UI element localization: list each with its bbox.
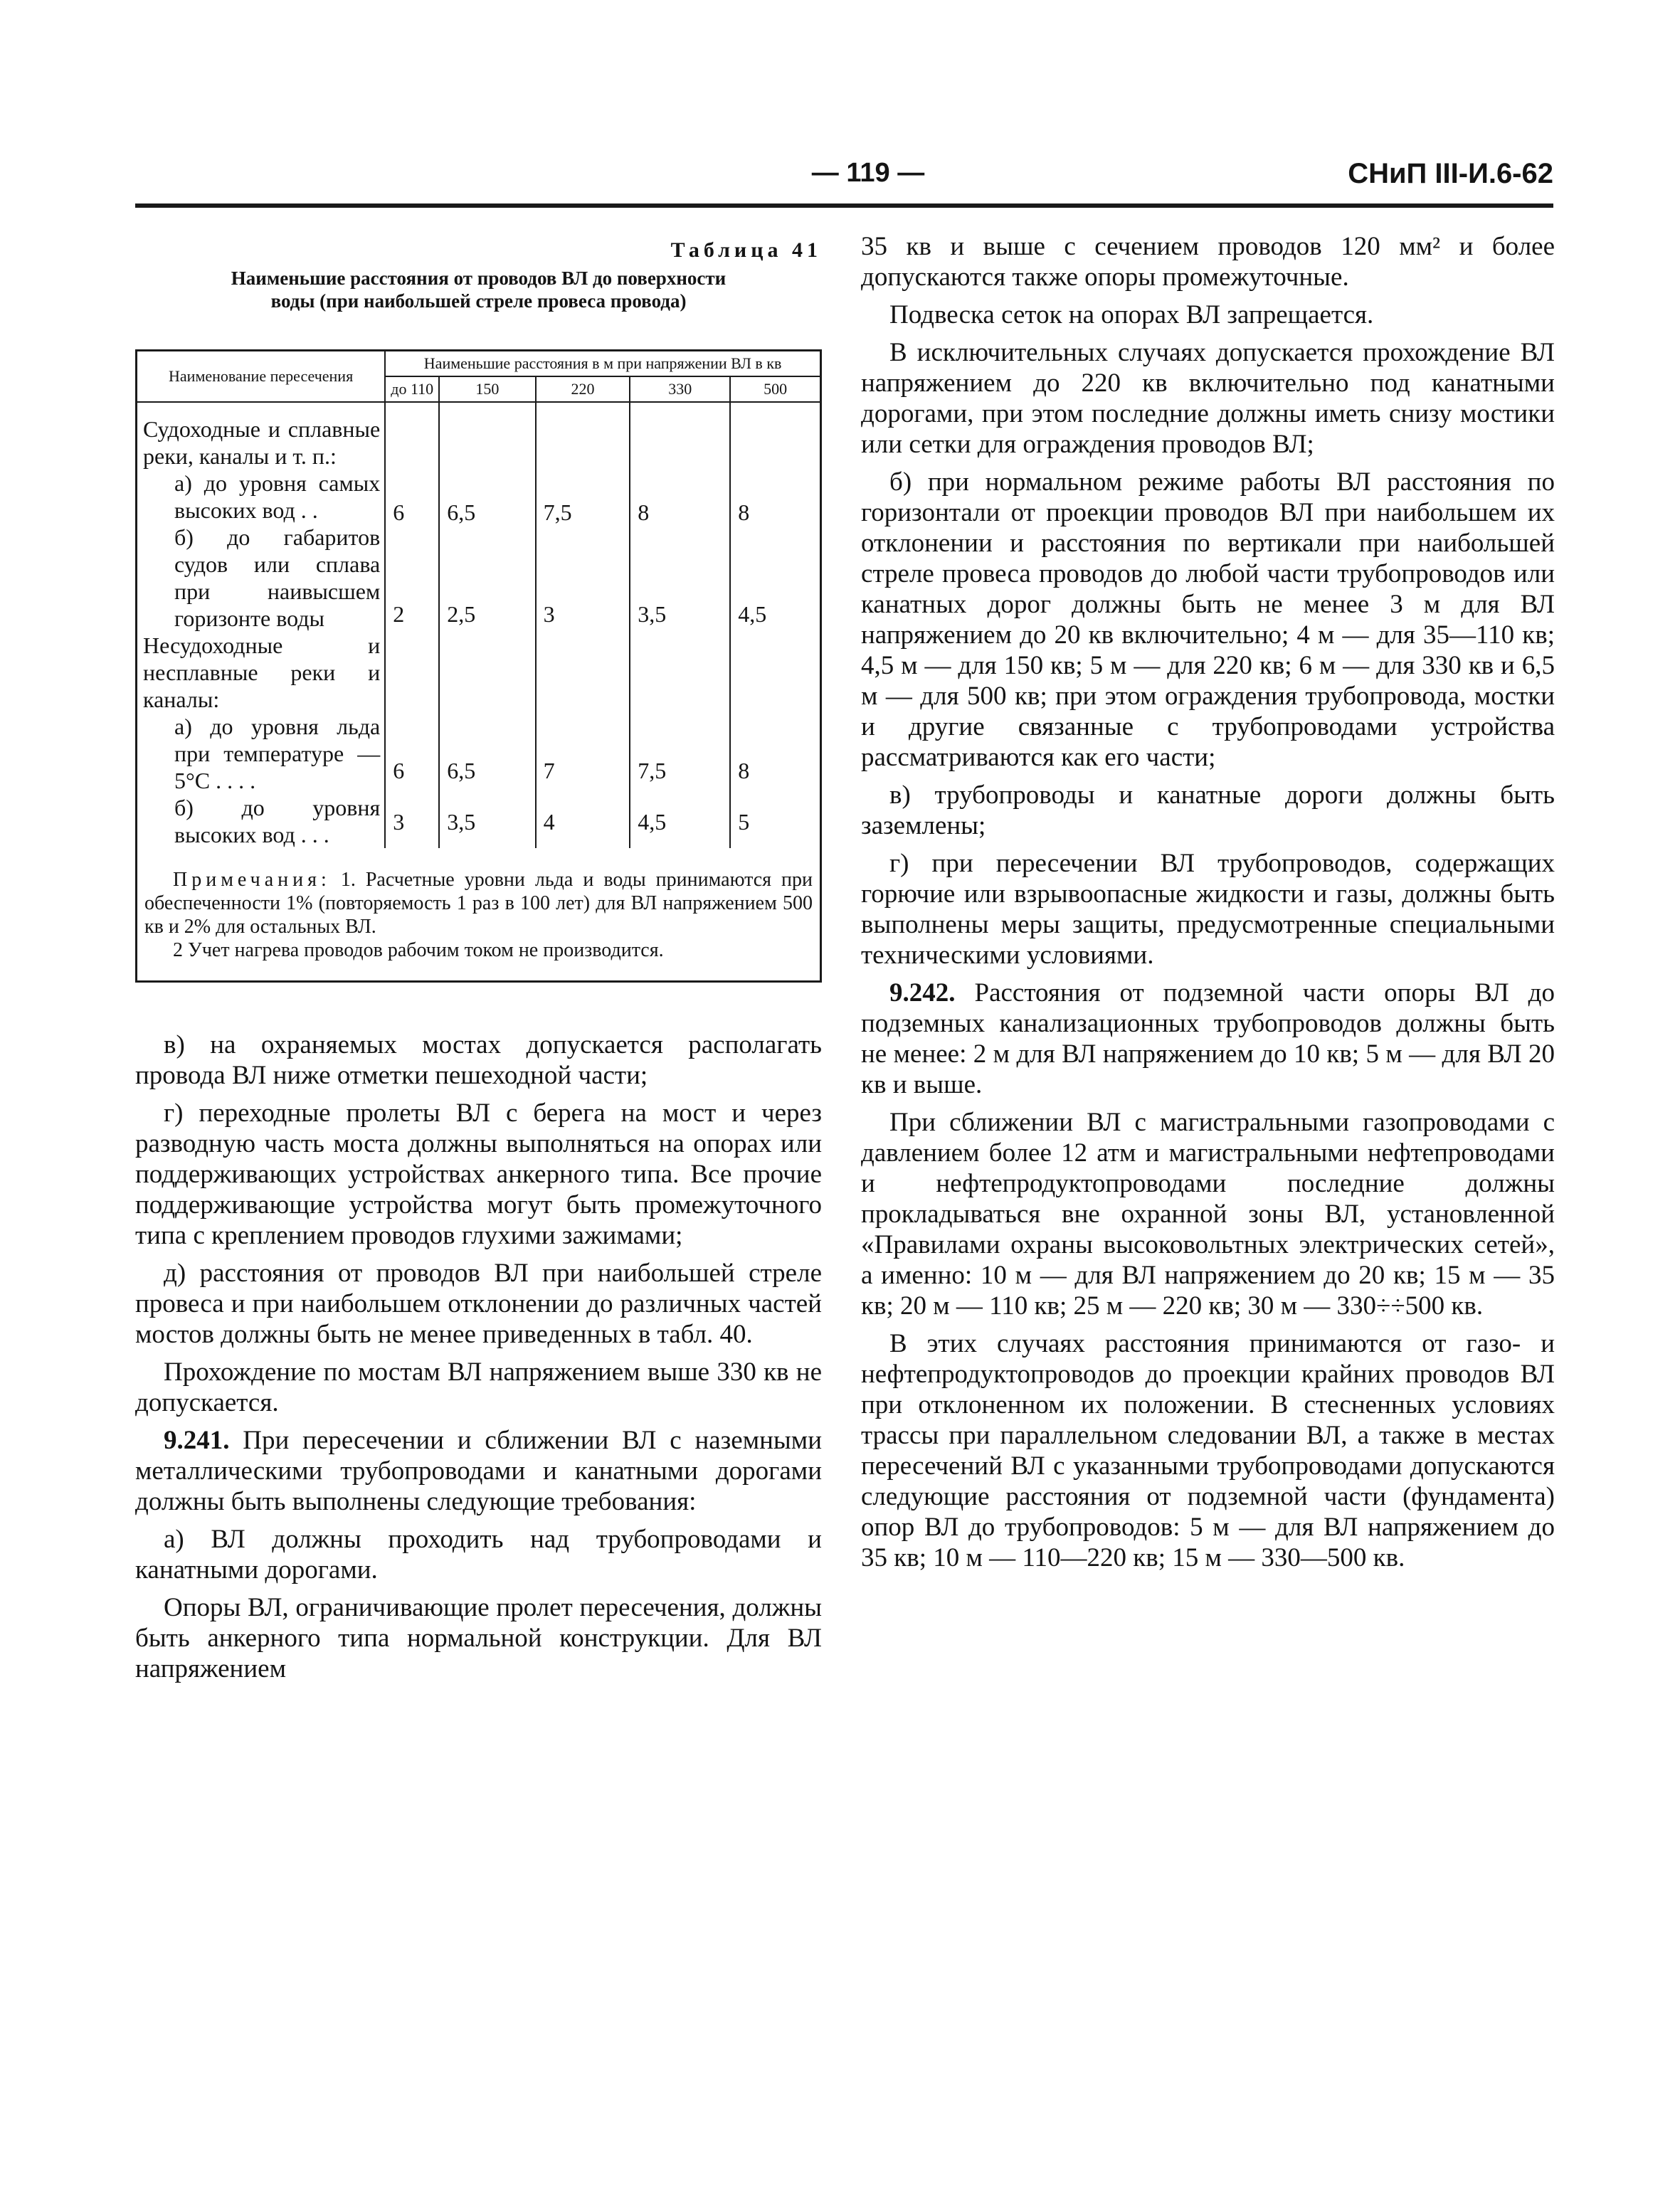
table-cell: 7,5 [638, 758, 667, 783]
values-column [730, 402, 820, 848]
voltage-header: 150 [439, 376, 535, 402]
left-column [135, 231, 822, 1684]
clause-9-241 [135, 1425, 822, 1517]
table-cell: 8 [738, 499, 750, 525]
clause-9-242 [861, 978, 1555, 1100]
table-cell: 2,5 [447, 601, 476, 627]
paragraph: в) трубопроводы и канатные дороги должны быть заземлены; [861, 781, 1555, 840]
crossing-item: б) до уровня высоких вод . . . [174, 795, 381, 847]
values-column [385, 402, 439, 848]
table-cell: 3,5 [447, 809, 476, 835]
note-2: 2 Учет нагрева проводов рабочим током не производится. [173, 939, 664, 961]
clause-text: При пересечении и сближении ВЛ с наземными металлическими трубопроводами и канатными дорогами должны быть выполнены следующие требования: [135, 1426, 822, 1516]
clause-text: Расстояния от подземной части опоры ВЛ до подземных канализационных трубопроводов должны быть не менее: 2 м для ВЛ напряжением до 10 кв; 5 м — для ВЛ 20 кв и выше. [861, 978, 1555, 1099]
page-number: — 119 — [811, 158, 925, 188]
table-cell: 8 [738, 758, 750, 783]
page-header [135, 158, 1553, 201]
paragraph: а) ВЛ должны проходить над трубопроводами и канатными дорогами. [135, 1525, 822, 1584]
paragraph: В этих случаях расстояния принимаются от газо- и нефтепродуктопроводов до проекции крайних проводов ВЛ при отклоненном их положении. В стесненных условиях трассы при параллельном следовании ВЛ, а также в местах пересечений ВЛ с указанными трубопроводами допускаются следующие расстояния от подземной части (фундамента) опор ВЛ до трубопроводов: 5 м — для ВЛ напряжением до 35 кв; 10 м — 110—220 кв; 15 м — 330—500 кв. [861, 1329, 1555, 1572]
values-column [630, 402, 730, 848]
paragraph: б) при нормальном режиме работы ВЛ расстояния по горизонтали от проекции проводов ВЛ при наибольшем их отклонении и расстояния по вертикали при наибольшей стреле провеса проводов до любой части трубопроводов или канатных дорог должны быть не менее 3 м для ВЛ напряжением до 20 кв включительно; 4 м — для 35—110 кв; 4,5 м — для 150 кв; 5 м — для 220 кв; 6 м — для 330 кв и 6,5 м — для 500 кв; при этом ограждения трубопровода, мостки и другие связанные с трубопроводами устройства рассматриваются как его части; [861, 467, 1555, 772]
values-column [536, 402, 630, 848]
right-column [861, 231, 1555, 1573]
table-cell: 6,5 [447, 758, 476, 783]
table-cell: 4,5 [738, 601, 767, 627]
clause-number: 9.242. [889, 978, 956, 1007]
table-cell: 4 [543, 809, 555, 835]
crossing-group-navigable: Судоходные и сплавные реки, каналы и т. п.: [143, 416, 381, 469]
crossing-item: б) до габаритов судов или сплава при наивысшем горизонте воды [174, 524, 381, 631]
table-cell: 3 [543, 601, 555, 627]
table-title [135, 267, 822, 312]
paragraph: При сближении ВЛ с магистральными газопроводами с давлением более 12 атм и магистральными нефтепроводами и нефтепродуктопроводами последние должны прокладываться вне охранной зоны ВЛ, установленной «Правилами охраны высоковольтных электрических сетей», а именно: 10 м — для ВЛ напряжением до 20 кв; 15 м — 35 кв; 20 м — 110 кв; 25 м — 220 кв; 30 м — 330÷÷500 кв. [861, 1108, 1555, 1321]
paragraph: в) на охраняемых мостах допускается располагать провода ВЛ ниже отметки пешеходной части; [135, 1030, 822, 1090]
crossing-item: а) до уровня самых высоких вод . . [174, 470, 381, 523]
table-cell: 3,5 [638, 601, 667, 627]
voltage-header: 330 [630, 376, 730, 402]
table-cell: 6 [393, 758, 405, 783]
crossing-group-non-navigable: Несудоходные и несплавные реки и каналы: [143, 633, 381, 712]
table-cell: 7,5 [543, 499, 572, 525]
table-cell: 8 [638, 499, 650, 525]
header-rule [135, 203, 1553, 208]
clause-number: 9.241. [164, 1426, 230, 1455]
table-cell: 2 [393, 601, 405, 627]
notes-label: Примечания: [173, 869, 331, 891]
voltage-header: до 110 [385, 376, 439, 402]
paragraph: г) переходные пролеты ВЛ с берега на мост и через разводную часть моста должны выполняться на опорах или поддерживающих устройствах анкерного типа. Все прочие поддерживающие устройства могут быть промежуточного типа с креплением проводов глухими зажимами; [135, 1099, 822, 1250]
table-title-line-1: Наименьшие расстояния от проводов ВЛ до поверхности [231, 268, 727, 289]
voltage-header: 500 [730, 376, 820, 402]
note-1: 1. Расчетные уровни льда и воды принимаются при обеспеченности 1% (повторяемость 1 раз в 100 лет) для ВЛ напряжением 500 кв и 2% для остальных ВЛ. [144, 869, 813, 938]
paragraph: д) расстояния от проводов ВЛ при наибольшей стреле провеса и при наибольшем отклонении до различных частей мостов должны быть не менее приведенных в табл. 40. [135, 1259, 822, 1349]
paragraph: Подвеска сеток на опорах ВЛ запрещается. [889, 300, 1374, 329]
table-notes [137, 848, 820, 962]
table-label: Таблица 41 [670, 238, 822, 262]
paragraph: Опоры ВЛ, ограничивающие пролет пересечения, должны быть анкерного типа нормальной конструкции. Для ВЛ напряжением [135, 1593, 822, 1683]
distance-table [137, 349, 820, 848]
table-cell: 7 [543, 758, 555, 783]
paragraph: Прохождение по мостам ВЛ напряжением выше 330 кв не допускается. [135, 1358, 822, 1417]
table-cell: 5 [738, 809, 750, 835]
table-cell: 6,5 [447, 499, 476, 525]
paragraph: 35 кв и выше с сечением проводов 120 мм² и более допускаются также опоры промежуточные. [861, 232, 1555, 292]
column-header-distances: Наименьшие расстояния в м при напряжении ВЛ в кв [385, 351, 820, 377]
table-body-row [137, 402, 820, 848]
table-cell: 4,5 [638, 809, 667, 835]
paragraph: В исключительных случаях допускается прохождение ВЛ напряжением до 220 кв включительно под канатными дорогами, при этом последние должны иметь снизу мостики или сетки для ограждения проводов ВЛ; [861, 338, 1555, 459]
column-header-name: Наименование пересечения [137, 351, 385, 403]
table-cell: 3 [393, 809, 405, 835]
paragraph: г) при пересечении ВЛ трубопроводов, содержащих горючие или взрывоопасные жидкости и газы, должны быть выполнены меры защиты, предусмотренные специальными техническими условиями. [861, 849, 1555, 970]
document-code: СНиП III-И.6-62 [1348, 158, 1553, 189]
crossing-item: а) до уровня льда при температуре —5°С . . . . [174, 714, 381, 793]
table-cell: 6 [393, 499, 405, 525]
values-column [439, 402, 535, 848]
crossing-names-cell [137, 402, 385, 848]
table-title-line-2: воды (при наибольшей стреле провеса провода) [270, 290, 687, 312]
distance-table-frame [135, 349, 822, 983]
voltage-header: 220 [536, 376, 630, 402]
